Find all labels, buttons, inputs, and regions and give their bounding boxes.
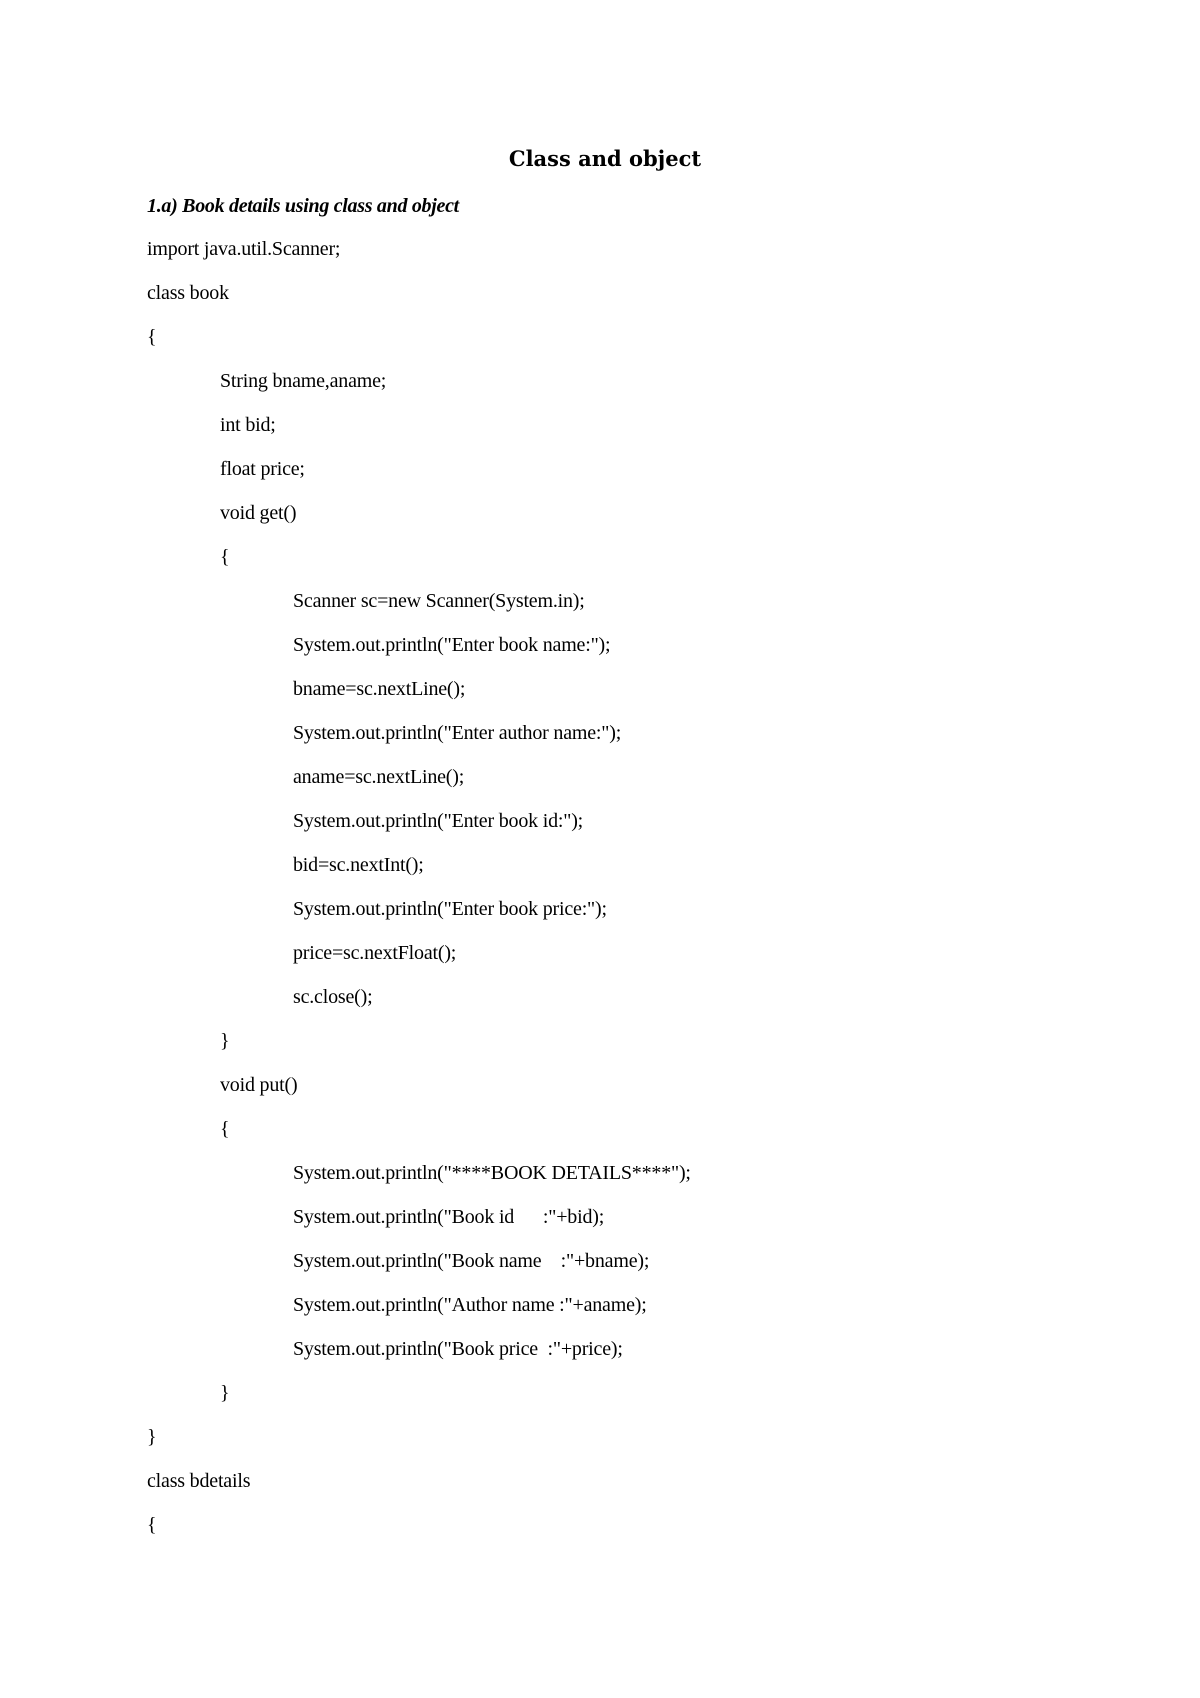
section-heading: 1.a) Book details using class and object — [147, 195, 459, 217]
code-line: void put() — [220, 1074, 298, 1096]
code-line: class bdetails — [147, 1470, 251, 1492]
code-line: sc.close(); — [293, 986, 373, 1008]
code-line: Scanner sc=new Scanner(System.in); — [293, 590, 585, 612]
code-line: float price; — [220, 458, 305, 480]
code-line: void get() — [220, 502, 297, 524]
code-line: bid=sc.nextInt(); — [293, 854, 424, 876]
code-line: { — [147, 1514, 157, 1536]
code-line: { — [220, 546, 230, 568]
code-line: System.out.println("Book id :"+bid); — [293, 1206, 605, 1228]
page-title — [0, 144, 1200, 174]
code-line: String bname,aname; — [220, 370, 387, 392]
code-line: System.out.println("****BOOK DETAILS****"); — [293, 1162, 691, 1184]
code-line: } — [147, 1426, 157, 1448]
code-line: price=sc.nextFloat(); — [293, 942, 457, 964]
code-line: System.out.println("Book name :"+bname); — [293, 1250, 650, 1272]
code-line: class book — [147, 282, 229, 304]
page-title-text: Class and object — [508, 146, 702, 171]
code-line: } — [220, 1382, 230, 1404]
code-line: aname=sc.nextLine(); — [293, 766, 465, 788]
code-line: import java.util.Scanner; — [147, 238, 341, 260]
code-line: { — [220, 1118, 230, 1140]
code-line: System.out.println("Enter book name:"); — [293, 634, 611, 656]
code-line: System.out.println("Enter book id:"); — [293, 810, 584, 832]
code-line: System.out.println("Author name :"+aname); — [293, 1294, 647, 1316]
code-line: System.out.println("Enter author name:"); — [293, 722, 622, 744]
code-line: System.out.println("Book price :"+price); — [293, 1338, 623, 1360]
code-line: } — [220, 1030, 230, 1052]
code-line: { — [147, 326, 157, 348]
code-line: bname=sc.nextLine(); — [293, 678, 466, 700]
code-line: int bid; — [220, 414, 276, 436]
code-line: System.out.println("Enter book price:"); — [293, 898, 607, 920]
